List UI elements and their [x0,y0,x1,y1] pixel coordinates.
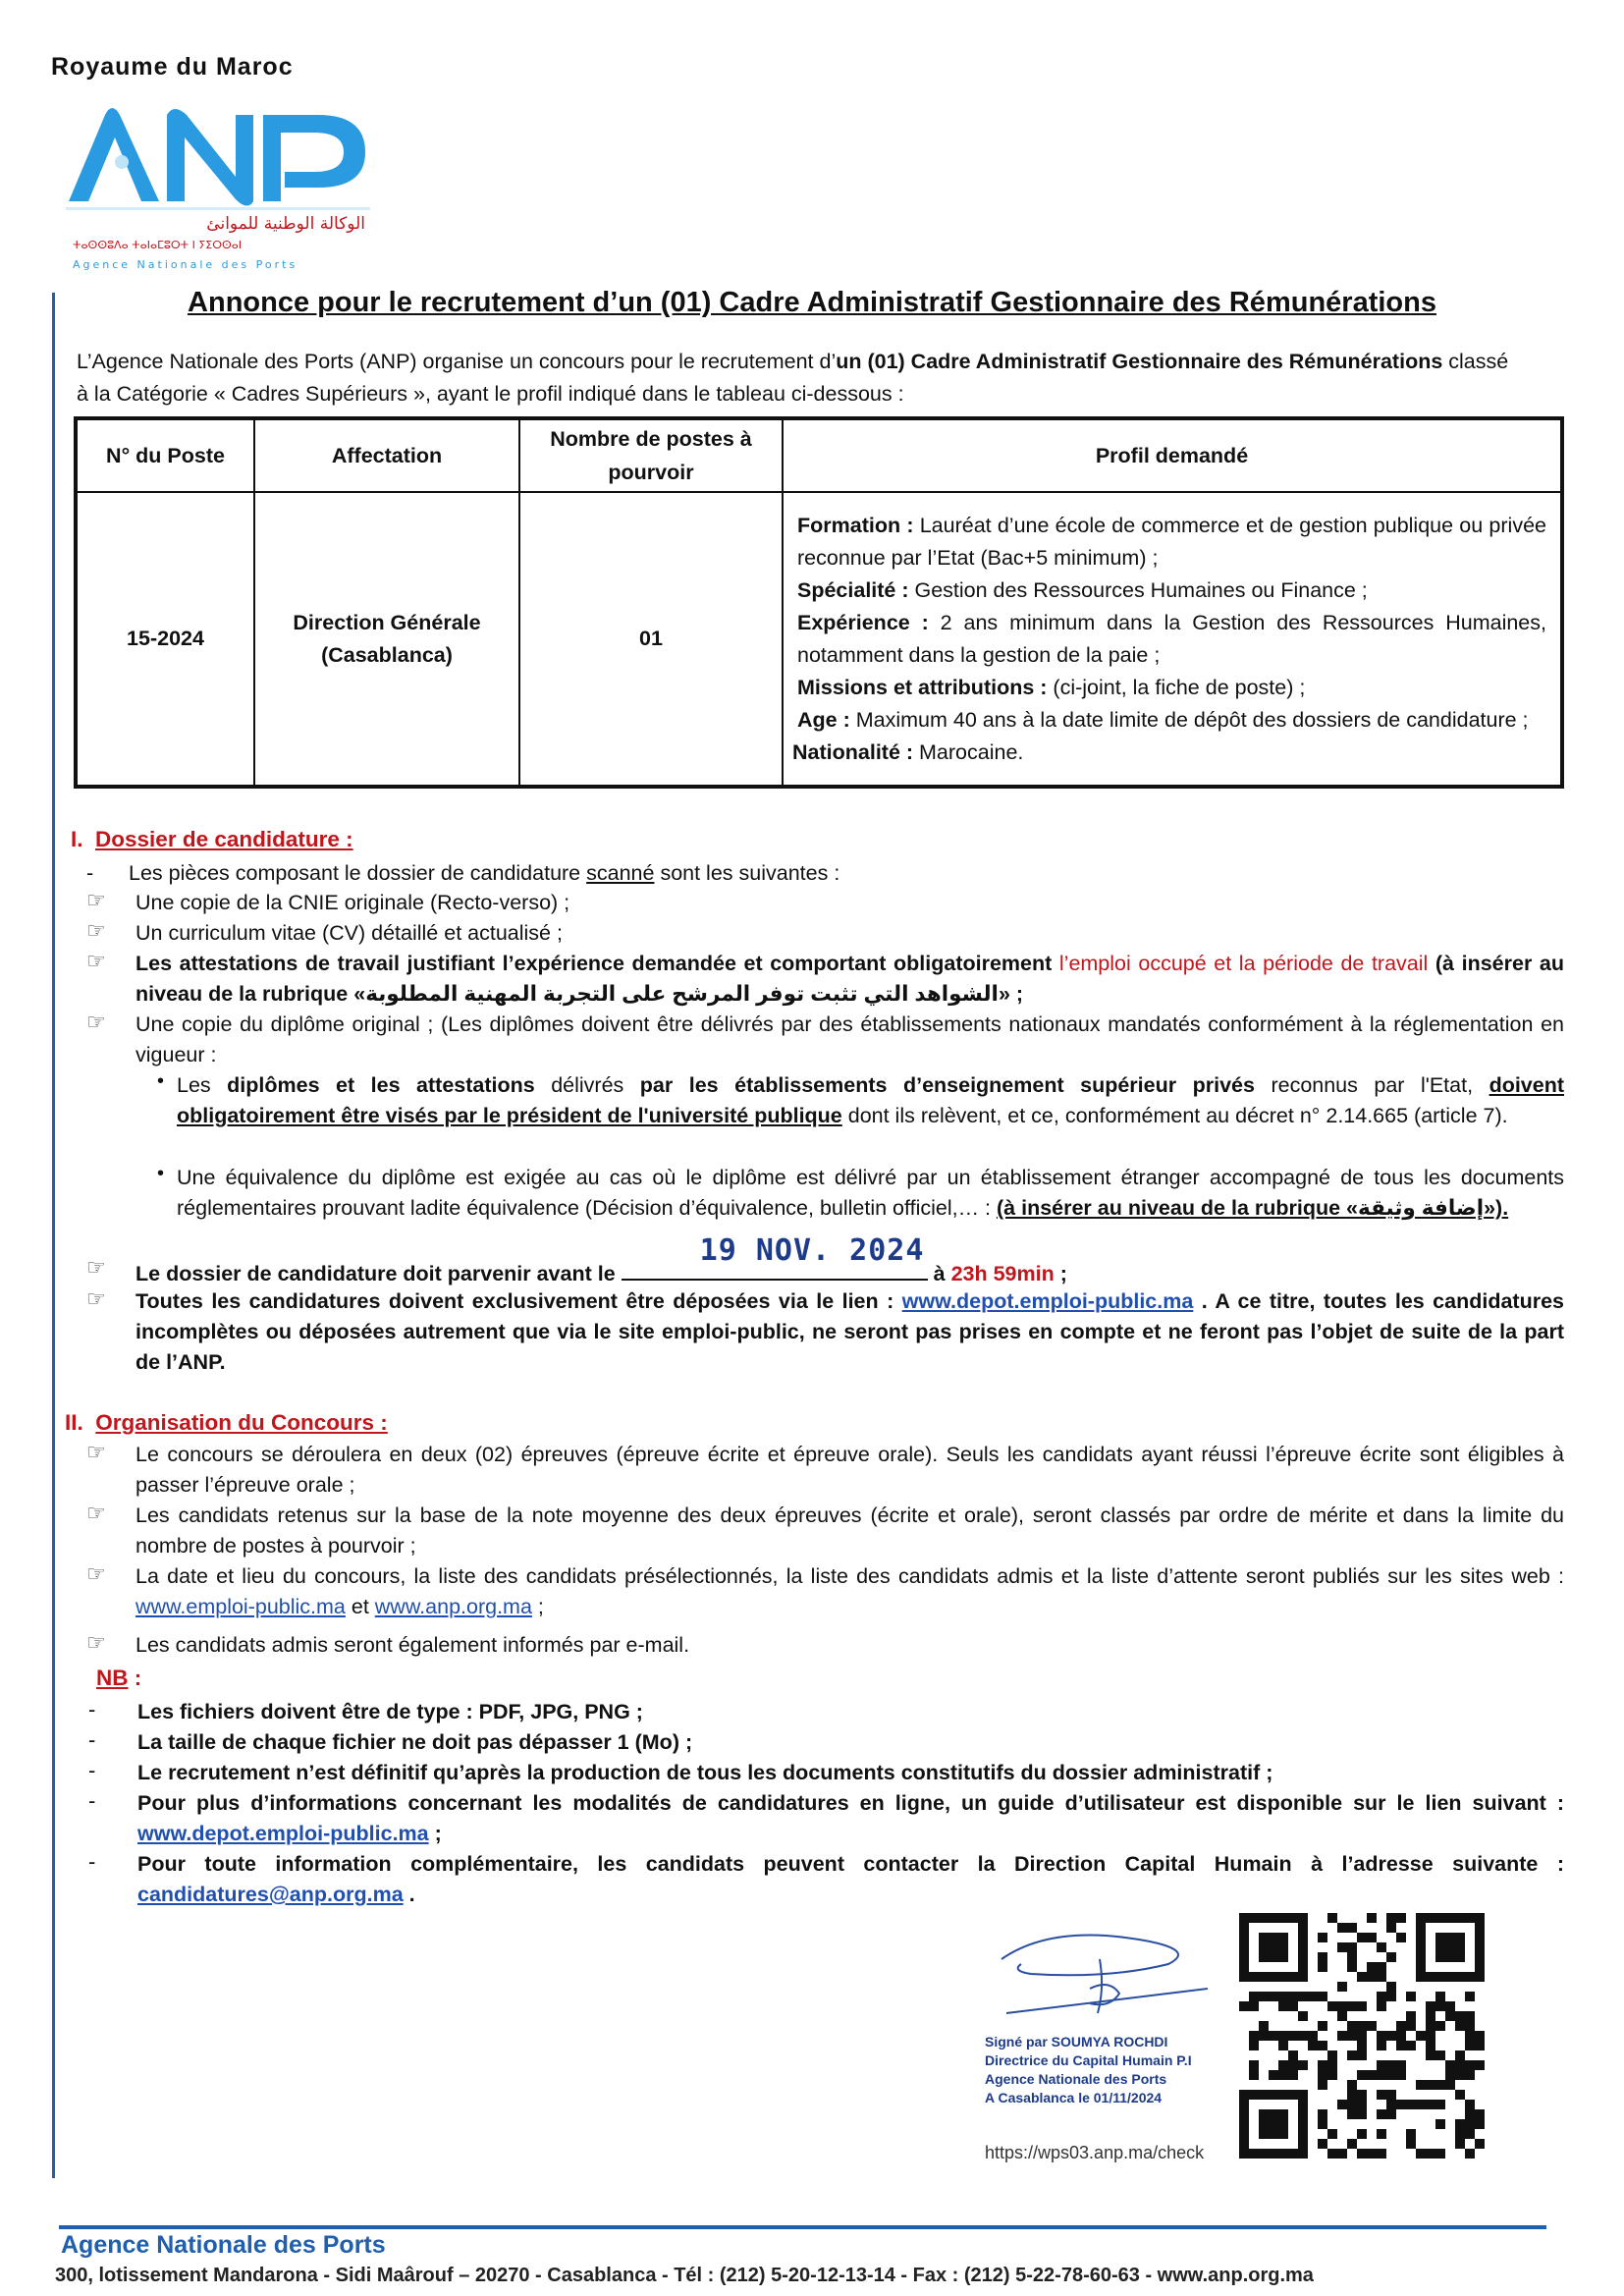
deadline-item: Le dossier de candidature doit parvenir avant le 19 NOV. 2024 à 23h 59min ; [135,1233,1067,1285]
table-header: N° du Poste [76,418,254,492]
hand-pointing-icon: ☞ [86,1561,106,1586]
profil-nationalite: Nationalité : Marocaine. [792,739,1024,764]
footer-org-name: Agence Nationale des Ports [61,2231,386,2259]
footer-address: 300, lotissement Mandarona - Sidi Maârouf – 20270 - Casablanca - Tél : (212) 5-20-12-13-14 - Fax : (212) 5-22-78-60-63 - www.anp.org.ma [55,2265,1314,2286]
table-header: Profil demandé [783,418,1562,492]
list-item: Les attestations de travail justifiant l’expérience demandée et comportant obligatoirement l’emploi occupé et la période de travail (à insérer au niveau de la rubrique «الشواهد التي تثبت توفر المرشح على التجربة المهنية المطلوبة» ; [135,952,1564,1006]
list-item: Les candidats admis seront également informés par e-mail. [135,1633,690,1657]
section-heading-organisation: II. Organisation du Concours : [65,1410,388,1435]
hand-pointing-icon: ☞ [86,1286,106,1311]
sub-list-item: Les diplômes et les attestations délivrés par les établissements d’enseignement supérieur privés reconnus par l'Etat, doivent obligatoirement être visés par le président de l'université publique dont ils relèvent, et ce, conformément au décret n° 2.14.665 (article 7). [177,1073,1565,1127]
hand-pointing-icon: ☞ [86,888,106,912]
logo-french: Agence Nationale des Ports [73,258,298,271]
intro-paragraph: L’Agence Nationale des Ports (ANP) organise un concours pour le recrutement d’un (01) Cadre Administratif Gestionnaire des Rémunérations classé à la Catégorie « Cadres Supérieurs », ayant le profil indiqué dans le tableau ci-dessous : [77,350,1509,406]
sub-list-item: Une équivalence du diplôme est exigée au cas où le diplôme est délivré par un établissement étranger accompagné de tous les documents réglementaires prouvant ladite équivalence (Décision d’équivalence, bulletin officiel,… : (à insérer au niveau de la rubrique «إضافة وثيقة»). [177,1166,1564,1220]
table-header: Affectation [254,418,519,492]
dash-bullet: - [88,1727,96,1752]
table-header: Nombre de postes à pourvoir [519,418,783,492]
bullet-icon: • [157,1163,165,1184]
profil-specialite: Spécialité : Gestion des Ressources Humaines ou Finance ; [797,577,1368,602]
profil-missions: Missions et attributions : (ci-joint, la fiche de poste) ; [797,675,1306,699]
list-item: La date et lieu du concours, la liste des candidats présélectionnés, la liste des candidats admis et la liste d’attente seront publiés sur les sites web : www.emploi-public.ma et www.anp.org.ma ; [135,1564,1564,1618]
profil-formation: Formation : Lauréat d’une école de commerce et de gestion publique ou privée reconnue par l’Etat (Bac+5 minimum) ; [797,513,1546,570]
handwritten-signature [992,1920,1218,2028]
email-link[interactable]: candidatures@anp.org.ma [137,1883,404,1906]
profil-age: Age : Maximum 40 ans à la date limite de dépôt des dossiers de candidature ; [797,707,1529,732]
dash-bullet: - [88,1697,96,1722]
qr-code-icon[interactable] [1239,1913,1485,2159]
dossier-lead: - Les pièces composant le dossier de candidature scanné sont les suivantes : [86,861,840,885]
signature-block: Signé par SOUMYA ROCHDI Directrice du Capital Humain P.I Agence Nationale des Ports A Casablanca le 01/11/2024 [985,2034,1192,2105]
guide-link[interactable]: www.depot.emploi-public.ma [137,1822,429,1845]
hand-pointing-icon: ☞ [86,1630,106,1655]
nb-item: La taille de chaque fichier ne doit pas dépasser 1 (Mo) ; [137,1730,693,1754]
margin-rule [52,293,55,2178]
table-row [76,492,1562,787]
anp-link[interactable]: www.anp.org.ma [374,1595,532,1618]
nb-item: Pour plus d’informations concernant les modalités de candidatures en ligne, un guide d’utilisateur est disponible sur le lien suivant : www.depot.emploi-public.ma ; [137,1791,1564,1845]
nb-item: Pour toute information complémentaire, les candidats peuvent contacter la Direction Capital Humain à l’adresse suivante : candidatures@anp.org.ma . [137,1852,1564,1906]
deposit-item: Toutes les candidatures doivent exclusivement être déposées via le lien : www.depot.emploi-public.ma . A ce titre, toutes les candidatures incomplètes ou déposées autrement que via le site emploi-public, ne seront pas prises en compte et ne feront pas l’objet de suite de la part de l’ANP. [135,1289,1564,1374]
hand-pointing-icon: ☞ [86,1440,106,1464]
hand-pointing-icon: ☞ [86,949,106,973]
deadline-date-field [622,1233,928,1281]
logo-arabic: الوكالة الوطنية للموانئ [206,214,365,234]
list-item: Une copie du diplôme original ; (Les diplômes doivent être délivrés par des établissements nationaux mandatés conformément à la réglementation en vigueur : [135,1012,1564,1066]
list-item: Une copie de la CNIE originale (Recto-verso) ; [135,891,570,914]
depot-link[interactable]: www.depot.emploi-public.ma [901,1289,1194,1313]
table-header-row [76,418,1562,492]
nb-item: Le recrutement n’est définitif qu’après la production de tous les documents constitutifs du dossier administratif ; [137,1761,1273,1784]
section-heading-dossier: I. Dossier de candidature : [71,827,353,851]
dash-bullet: - [88,1758,96,1782]
dash-bullet: - [88,1788,96,1813]
hand-pointing-icon: ☞ [86,918,106,943]
nombre-postes: 01 [519,492,783,787]
footer-rule [59,2225,1546,2229]
hand-pointing-icon: ☞ [86,1010,106,1034]
bullet-icon: • [157,1070,165,1092]
poste-number: 15-2024 [76,492,254,787]
emploi-public-link[interactable]: www.emploi-public.ma [135,1595,346,1618]
list-item: Les candidats retenus sur la base de la note moyenne des deux épreuves (écrite et orale), seront classés par ordre de mérite et dans la limite du nombre de postes à pourvoir ; [135,1503,1564,1558]
affectation: Direction Générale (Casablanca) [254,492,519,787]
page-title: Annonce pour le recrutement d’un (01) Cadre Administratif Gestionnaire des Rémunérations [188,287,1436,318]
position-table [74,416,1564,789]
hand-pointing-icon: ☞ [86,1255,106,1280]
nb-item: Les fichiers doivent être de type : PDF, JPG, PNG ; [137,1700,643,1723]
date-stamp: 19 NOV. 2024 [699,1233,925,1268]
nb-heading: NB : [96,1666,142,1690]
hand-pointing-icon: ☞ [86,1501,106,1525]
list-item: Le concours se déroulera en deux (02) épreuves (épreuve écrite et épreuve orale). Seuls les candidats ayant réussi l’épreuve écrite sont éligibles à passer l’épreuve orale ; [135,1443,1564,1497]
logo-tifinagh: ⵜⴰⵙⵙⵓⴷⴰ ⵜⴰⵏⴰⵎⵓⵔⵜ ⵏ ⵢⵉⵔⵙⴰⵏ [73,239,243,251]
country-name: Royaume du Maroc [51,53,294,81]
verification-url[interactable]: https://wps03.anp.ma/check [985,2143,1205,2162]
anp-logo [61,93,380,275]
list-item: Un curriculum vitae (CV) détaillé et actualisé ; [135,921,563,945]
dash-bullet: - [88,1849,96,1874]
profil-experience: Expérience : 2 ans minimum dans la Gestion des Ressources Humaines, notamment dans la gestion de la paie ; [797,610,1546,667]
profil-demande [783,492,1562,787]
